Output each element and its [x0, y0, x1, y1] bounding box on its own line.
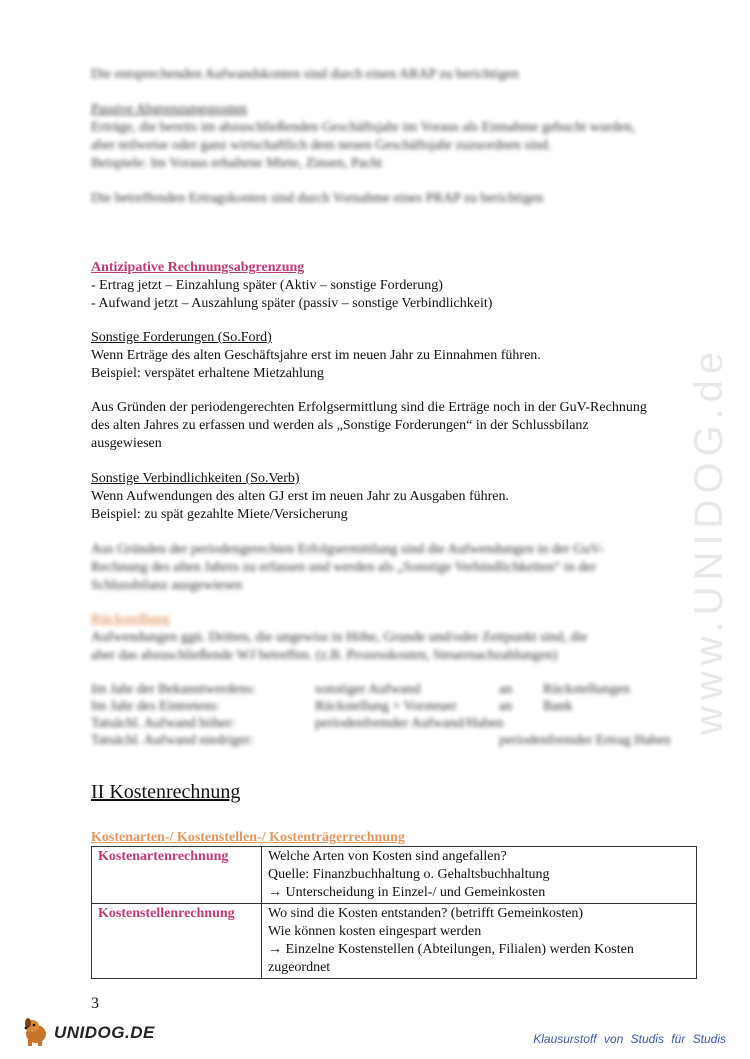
blurred-line: Aus Gründen der periodengerechten Erfolgsermittlung sind die Aufwendungen in der GuV- [91, 542, 604, 557]
booking-cell: Bank [543, 699, 573, 714]
booking-cell: an [499, 682, 513, 697]
verbindlichkeiten-section [91, 470, 691, 524]
booking-cell: periodenfremder Aufwand/Haben [315, 716, 504, 731]
table-value-cell [262, 847, 697, 904]
cell-line: Wie können kosten eingespart werden [268, 924, 482, 939]
booking-cell: Im Jahr der Bekanntwerdens: [91, 682, 256, 697]
blurred-prap-line [91, 190, 691, 208]
blurred-rueckstellung [91, 611, 691, 665]
booking-cell: Im Jahr des Eintretens: [91, 699, 220, 714]
subsection-title: Sonstige Verbindlichkeiten (So.Verb) [91, 471, 300, 486]
cell-line: → Unterscheidung in Einzel-/ und Gemeinkosten [268, 885, 546, 900]
booking-cell: an [499, 699, 513, 714]
table-row [92, 847, 697, 904]
cell-line: Wo sind die Kosten entstanden? (betrifft Gemeinkosten) [268, 906, 584, 921]
blurred-line: Schlussbilanz ausgewiesen [91, 578, 243, 593]
blurred-line: Rechnung des alten Jahres zu erfassen und werden als „Sonstige Verbindlichkeiten“ in der [91, 560, 597, 575]
cell-line: Welche Arten von Kosten sind angefallen? [268, 849, 507, 864]
forderungen-paragraph [91, 399, 691, 453]
blurred-line: aber teilweise oder ganz wirtschaftlich dem neuen Geschäftsjahr zuzuordnen sind. [91, 138, 552, 153]
blurred-line: Aufwendungen ggü. Dritten, die ungewiss in Höhe, Grunde und/oder Zeitpunkt sind, die [91, 630, 588, 645]
list-item: - Aufwand jetzt – Auszahlung später (passiv – sonstige Verbindlichkeit) [91, 296, 493, 311]
text-line: ausgewiesen [91, 436, 162, 451]
page-number: 3 [91, 995, 99, 1012]
footer-text: Klausurstoff von Studis für Studis [533, 1032, 726, 1046]
table-value-cell [262, 904, 697, 979]
antizipative-section [91, 259, 691, 313]
text-line: Aus Gründen der periodengerechten Erfolgsermittlung sind die Erträge noch in der GuV-Rechnung [91, 400, 647, 415]
blurred-intro [91, 66, 691, 84]
blurred-verbindlichkeiten-paragraph [91, 541, 691, 595]
booking-cell: Tatsächl. Aufwand höher: [91, 716, 236, 731]
blurred-booking-row [91, 698, 691, 716]
forderungen-section [91, 329, 691, 383]
list-item: - Ertrag jetzt – Einzahlung später (Aktiv – sonstige Forderung) [91, 278, 443, 293]
table-title: Kostenarten-/ Kostenstellen-/ Kostenträgerrechnung [91, 830, 405, 845]
watermark: www.UNIDOG.de [687, 345, 731, 735]
booking-cell: Rückstellungen [543, 682, 631, 697]
section-heading: II Kostenrechnung [91, 781, 241, 803]
cell-line: Quelle: Finanzbuchhaltung o. Gehaltsbuchhaltung [268, 867, 550, 882]
blurred-heading: Passive Abgrenzungsposten [91, 102, 247, 117]
logo-text: UNIDOG.DE [54, 1023, 155, 1042]
text-line: Wenn Erträge des alten Geschäftsjahre erst im neuen Jahr zu Einnahmen führen. [91, 348, 541, 363]
text-line: Beispiel: verspätet erhaltene Mietzahlung [91, 366, 324, 381]
booking-cell: periodenfremder Ertrag Haben [499, 733, 671, 748]
kostenrechnung-table [91, 846, 697, 979]
blurred-line: Die entsprechenden Aufwandskonten sind durch einen ARAP zu berichtigen [91, 67, 519, 82]
booking-cell: sonstiger Aufwand [315, 682, 421, 697]
text-line: Wenn Aufwendungen des alten GJ erst im neuen Jahr zu Ausgaben führen. [91, 489, 509, 504]
blurred-heading: Rückstellung [91, 612, 170, 627]
cell-line: → Einzelne Kostenstellen (Abteilungen, Filialen) werden Kosten [268, 942, 634, 957]
booking-cell: Tatsächl. Aufwand niedriger: [91, 733, 254, 748]
blurred-booking-row [91, 732, 691, 750]
table-key-cell: Kostenartenrechnung [92, 847, 262, 904]
section-title: Antizipative Rechnungsabgrenzung [91, 260, 305, 275]
booking-cell: Rückstellung + Vorsteuer [315, 699, 457, 714]
blurred-line: Beispiele: Im Voraus erhaltene Miete, Zinsen, Pacht [91, 156, 383, 171]
blurred-booking-row [91, 715, 691, 733]
blurred-passive-section [91, 101, 691, 173]
blurred-line: Erträge, die bereits im abzuschließenden Geschäftsjahr im Voraus als Einnahme gebucht wurden, [91, 120, 636, 135]
blurred-line: Die betreffenden Ertragskonten sind durch Vornahme eines PRAP zu berichtigen [91, 191, 544, 206]
blurred-booking-row [91, 681, 691, 699]
table-row [92, 904, 697, 979]
cell-line: zugeordnet [268, 960, 331, 975]
table-key-cell: Kostenstellenrechnung [92, 904, 262, 979]
text-line: des alten Jahres zu erfassen und werden als „Sonstige Forderungen“ in der Schlussbilanz [91, 418, 589, 433]
subsection-title: Sonstige Forderungen (So.Ford) [91, 330, 272, 345]
unidog-logo [22, 1010, 155, 1050]
blurred-line: aber das abzuschließende WJ betreffen. (z.B. Prozesskosten, Steuernachzahlungen) [91, 648, 558, 663]
text-line: Beispiel: zu spät gezahlte Miete/Versicherung [91, 507, 348, 522]
